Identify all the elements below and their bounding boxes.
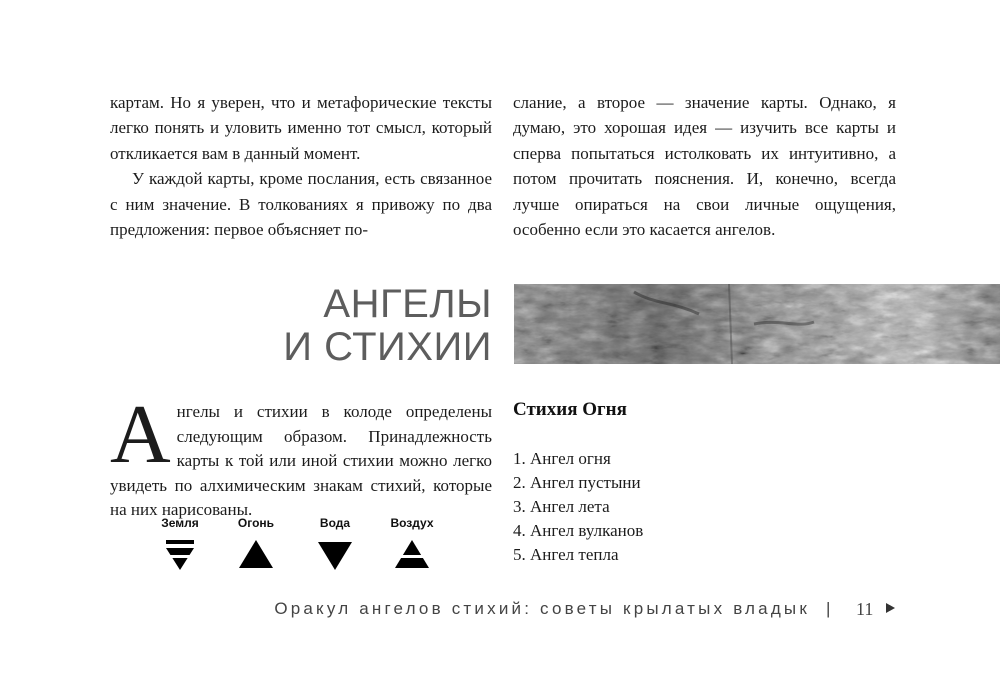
- element-symbols-legend: [150, 516, 450, 568]
- list-item: 1. Ангел огня: [513, 449, 611, 468]
- element-label: Земля: [161, 516, 199, 530]
- body-column-left-top: [110, 90, 492, 242]
- earth-symbol-icon: [160, 538, 200, 572]
- list-item: 3. Ангел лета: [513, 497, 610, 516]
- body-paragraph: картам. Но я уверен, что и метафорические тексты легко понять и уловить именно тот смысл, который откликается вам в данный момент.: [110, 93, 492, 163]
- intro-text: нгелы и стихии в колоде определены следующим образом. Принадлежность карты к той или иной стихии можно легко увидеть по алхимическим знакам стихий, которые на них нарисованы.: [110, 402, 492, 519]
- drop-cap: А: [110, 388, 171, 481]
- element-fire: [226, 516, 286, 572]
- body-paragraph: У каждой карты, кроме послания, есть связанное с ним значение. В толкованиях я привожу по два предложения: первое объясняет по-: [110, 169, 492, 240]
- element-water: [305, 516, 365, 572]
- fire-element-heading: Стихия Огня: [513, 399, 627, 420]
- page-footer: [0, 597, 1000, 623]
- fire-symbol-icon: [236, 538, 276, 572]
- intro-paragraph: [110, 388, 492, 523]
- element-air: [382, 516, 442, 572]
- texture-graphic: [514, 284, 1000, 364]
- list-item: 5. Ангел тепла: [513, 545, 619, 564]
- air-symbol-icon: [392, 538, 432, 572]
- list-item: 2. Ангел пустыни: [513, 473, 641, 492]
- water-symbol-icon: [315, 538, 355, 572]
- body-paragraph: слание, а второе — значение карты. Однако, я думаю, это хорошая идея — изучить все карты и сперва попытаться истолковать их интуитивно, а потом прочитать пояснения. И, конечно, всегда лучше опираться на свои личные ощущения, особенно если это касается ангелов.: [513, 93, 896, 240]
- triangle-right-icon: [886, 603, 895, 613]
- element-label: Вода: [319, 516, 351, 530]
- running-title: Оракул ангелов стихий: советы крылатых владык: [274, 599, 810, 618]
- body-column-right-top: [513, 90, 896, 242]
- element-earth: [150, 516, 210, 572]
- section-title-line: И СТИХИИ: [283, 325, 492, 369]
- decorative-texture-image: [514, 284, 1000, 364]
- section-title-line: АНГЕЛЫ: [323, 282, 492, 326]
- fire-angels-list: [513, 447, 643, 567]
- element-label: Воздух: [390, 516, 434, 530]
- list-item: 4. Ангел вулканов: [513, 521, 644, 540]
- footer-separator: |: [826, 599, 831, 618]
- page-number: 11: [856, 599, 874, 619]
- element-label: Огонь: [237, 516, 275, 530]
- section-heading: [200, 283, 492, 369]
